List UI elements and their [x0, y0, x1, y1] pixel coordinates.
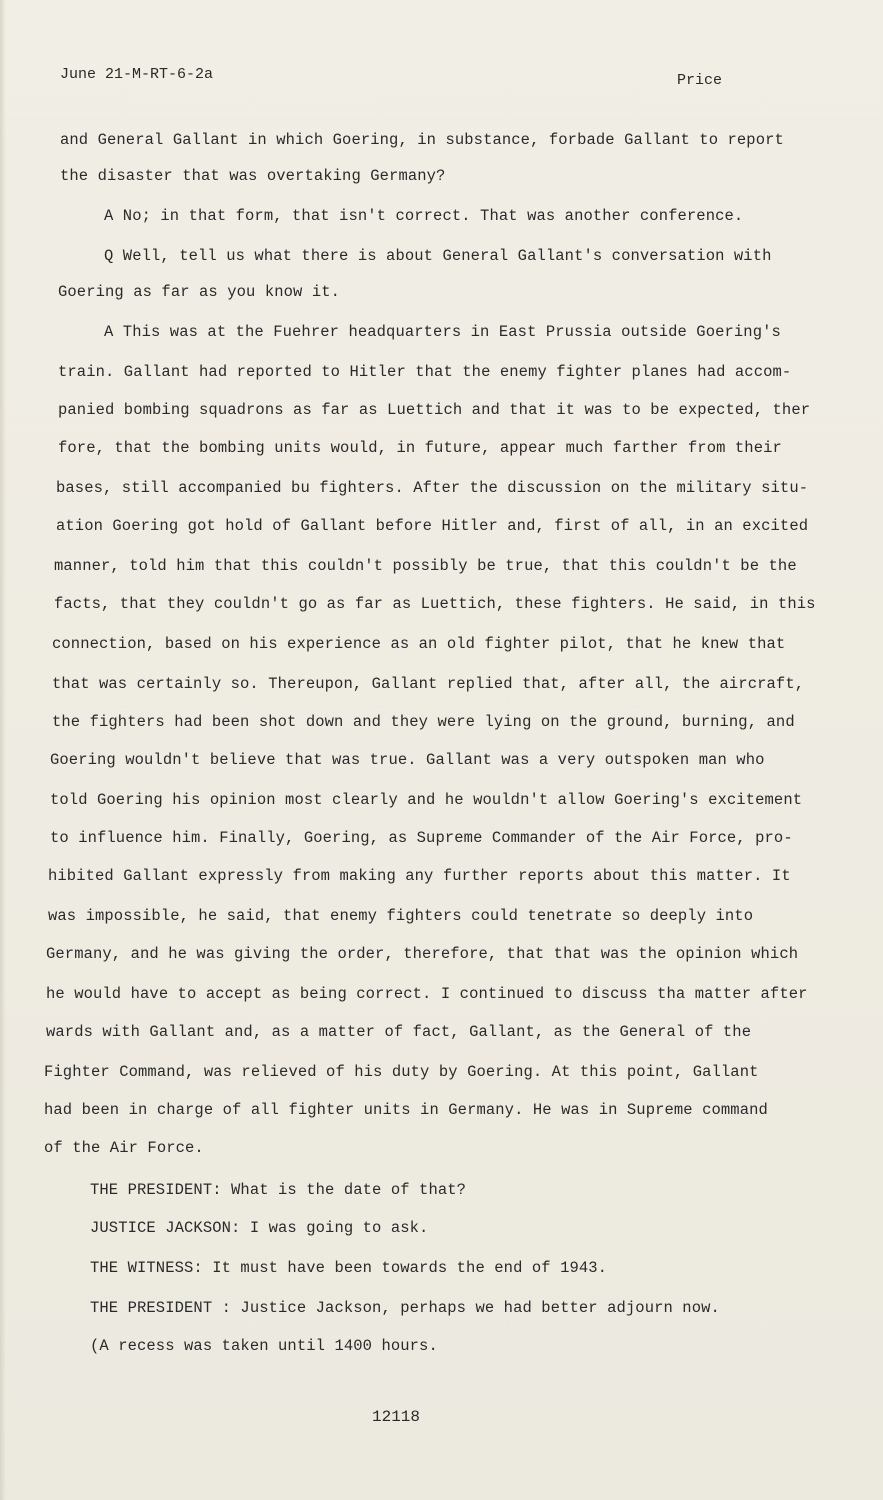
transcript-line: A No; in that form, that isn't correct. That was another conference.	[104, 207, 744, 225]
transcript-line: ation Goering got hold of Gallant before Hitler and, first of all, in an excited	[56, 517, 809, 535]
transcript-line: manner, told him that this couldn't possibly be true, that this couldn't be the	[54, 557, 797, 575]
page-number: 12118	[372, 1408, 421, 1426]
transcript-line: fore, that the bombing units would, in future, appear much farther from their	[58, 439, 782, 457]
transcript-line: THE PRESIDENT : Justice Jackson, perhaps we had better adjourn now.	[90, 1299, 720, 1317]
transcript-line: and General Gallant in which Goering, in substance, forbade Gallant to report	[60, 131, 784, 149]
transcript-line: hibited Gallant expressly from making any further reports about this matter. It	[48, 867, 791, 885]
transcript-line: connection, based on his experience as an old fighter pilot, that he knew that	[52, 635, 786, 653]
transcript-line: told Goering his opinion most clearly and he wouldn't allow Goering's excitement	[50, 791, 803, 809]
transcript-reference: June 21-M-RT-6-2a	[60, 66, 214, 83]
transcript-line: to influence him. Finally, Goering, as Supreme Commander of the Air Force, pro-	[50, 829, 793, 847]
transcript-line: Q Well, tell us what there is about General Gallant's conversation with	[104, 247, 772, 265]
transcript-line: facts, that they couldn't go as far as Luettich, these fighters. He said, in this	[54, 595, 816, 613]
transcript-line: THE WITNESS: It must have been towards the end of 1943.	[90, 1259, 608, 1277]
transcript-line: Fighter Command, was relieved of his duty by Goering. At this point, Gallant	[44, 1063, 759, 1081]
transcript-line: wards with Gallant and, as a matter of fact, Gallant, as the General of the	[46, 1023, 752, 1041]
transcript-line: JUSTICE JACKSON: I was going to ask.	[90, 1219, 429, 1237]
transcript-line: Goering wouldn't believe that was true. Gallant was a very outspoken man who	[50, 751, 765, 769]
transcript-line: train. Gallant had reported to Hitler that the enemy fighter planes had accom-	[58, 363, 792, 381]
transcript-line: THE PRESIDENT: What is the date of that?	[90, 1181, 467, 1199]
transcript-line: (A recess was taken until 1400 hours.	[90, 1337, 438, 1355]
transcript-line: he would have to accept as being correct. I continued to discuss tha matter after	[46, 985, 808, 1003]
page-edge-shadow	[0, 0, 6, 1500]
transcript-line: the fighters had been shot down and they were lying on the ground, burning, and	[52, 713, 795, 731]
transcript-line: A This was at the Fuehrer headquarters in East Prussia outside Goering's	[104, 323, 781, 341]
transcript-line: the disaster that was overtaking Germany?	[60, 167, 446, 185]
transcript-line: had been in charge of all fighter units in Germany. He was in Supreme command	[44, 1101, 768, 1119]
transcript-line: was impossible, he said, that enemy fighters could tenetrate so deeply into	[48, 907, 754, 925]
transcript-line: bases, still accompanied bu fighters. After the discussion on the military situ-	[56, 479, 809, 497]
transcript-line: of the Air Force.	[44, 1139, 204, 1157]
transcript-line: panied bombing squadrons as far as Luettich and that it was to be expected, ther	[58, 401, 811, 419]
speaker-name: Price	[677, 72, 723, 89]
transcript-line: that was certainly so. Thereupon, Gallant replied that, after all, the aircraft,	[52, 675, 805, 693]
transcript-line: Goering as far as you know it.	[58, 283, 341, 301]
transcript-line: Germany, and he was giving the order, therefore, that that was the opinion which	[46, 945, 799, 963]
